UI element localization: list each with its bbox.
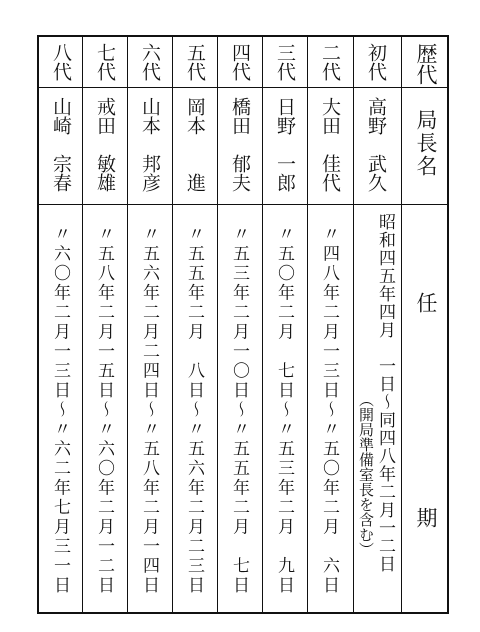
term-note: （開局準備室長を含む）: [357, 392, 375, 557]
term-period: 〃五五年二月 八日〜〃五六年二月二三日: [184, 225, 204, 596]
column-divider: [353, 37, 354, 612]
term-period: 昭和四五年四月 一日〜同四八年二月一二日: [375, 213, 395, 573]
term-period: 〃五八年二月一五日〜〃六〇年二月一二日: [94, 225, 114, 596]
director-name: 戒田 敏雄: [94, 97, 116, 192]
term-period: 〃四八年二月一三日〜〃五〇年二月 六日: [319, 225, 339, 596]
name-header: 局長名: [414, 109, 438, 178]
term-period: 〃五三年二月一〇日〜〃五五年二月 七日: [229, 225, 249, 596]
generation-label: 四代: [229, 43, 251, 81]
column-divider: [172, 37, 173, 612]
generation-label: 初代: [365, 43, 387, 81]
column-divider: [82, 37, 83, 612]
header-row-divider: [39, 87, 447, 88]
term-period: 〃六〇年二月一三日〜〃六二年七月三一日: [50, 225, 70, 596]
column-divider: [262, 37, 263, 612]
era-header: 歴代: [414, 43, 438, 85]
director-name: 山崎 宗春: [50, 97, 72, 192]
generation-label: 六代: [139, 43, 161, 81]
name-row-divider: [39, 204, 447, 205]
column-divider: [217, 37, 218, 612]
term-period: 〃五六年二月二四日〜〃五八年二月一四日: [139, 225, 159, 596]
director-name: 高野 武久: [365, 97, 387, 192]
generation-label: 二代: [319, 43, 341, 81]
director-name: 岡本 進: [184, 97, 206, 192]
column-divider: [127, 37, 128, 612]
generation-label: 五代: [184, 43, 206, 81]
director-history-table: [37, 35, 449, 614]
director-name: 橋田 郁夫: [229, 97, 251, 192]
director-name: 日野 一郎: [274, 97, 296, 192]
term-header-2: 期: [414, 507, 438, 528]
column-divider: [307, 37, 308, 612]
director-name: 大田 佳代: [319, 97, 341, 192]
term-header-1: 任: [414, 292, 438, 313]
generation-label: 七代: [94, 43, 116, 81]
term-period: 〃五〇年二月 七日〜〃五三年二月 九日: [274, 225, 294, 596]
generation-label: 三代: [274, 43, 296, 81]
column-divider: [401, 37, 402, 612]
generation-label: 八代: [50, 43, 72, 81]
director-name: 山本 邦彦: [139, 97, 161, 192]
